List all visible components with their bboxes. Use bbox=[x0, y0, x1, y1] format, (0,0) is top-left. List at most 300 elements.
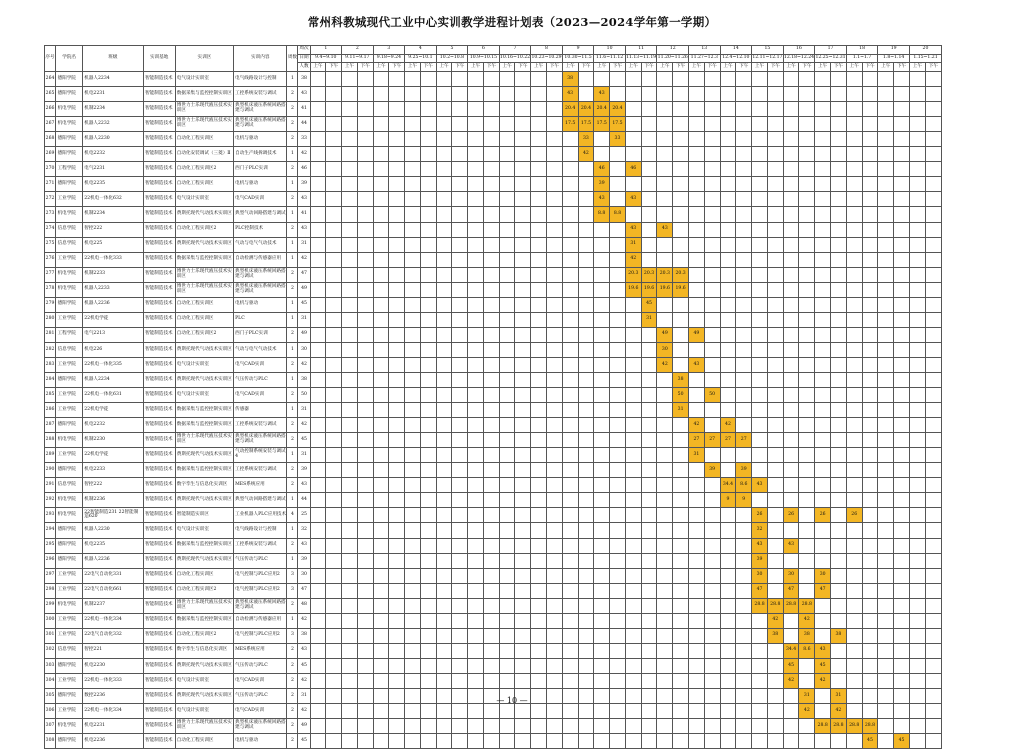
empty-slot-cell bbox=[831, 658, 847, 673]
empty-slot-cell bbox=[610, 282, 626, 297]
empty-slot-cell bbox=[846, 598, 862, 613]
empty-slot-cell bbox=[389, 267, 405, 282]
empty-slot-cell bbox=[783, 177, 799, 192]
row-content: 典型机床液压系统回路搭建与调试 bbox=[234, 117, 287, 132]
empty-slot-cell bbox=[499, 177, 515, 192]
empty-slot-cell bbox=[689, 613, 705, 628]
empty-slot-cell bbox=[736, 237, 752, 252]
empty-slot-cell bbox=[594, 237, 610, 252]
row-college: 工业学院 bbox=[56, 192, 83, 207]
week-date-range: 10.16~10.22 bbox=[499, 54, 531, 63]
row-index: 267 bbox=[45, 117, 56, 132]
empty-slot-cell bbox=[862, 388, 878, 403]
empty-slot-cell bbox=[720, 388, 736, 403]
row-class: 机电2230 bbox=[83, 658, 143, 673]
empty-slot-cell bbox=[531, 373, 547, 388]
empty-slot-cell bbox=[610, 312, 626, 327]
empty-slot-cell bbox=[515, 734, 531, 749]
scheduled-session-cell: 20.3 bbox=[673, 267, 689, 282]
empty-slot-cell bbox=[515, 493, 531, 508]
empty-slot-cell bbox=[610, 448, 626, 463]
empty-slot-cell bbox=[783, 613, 799, 628]
empty-slot-cell bbox=[894, 478, 910, 493]
empty-slot-cell bbox=[452, 734, 468, 749]
empty-slot-cell bbox=[831, 613, 847, 628]
empty-slot-cell bbox=[625, 297, 641, 312]
empty-slot-cell bbox=[499, 72, 515, 87]
empty-slot-cell bbox=[373, 282, 389, 297]
row-base: 智能制造技术 bbox=[143, 734, 175, 749]
empty-slot-cell bbox=[909, 327, 925, 342]
empty-slot-cell bbox=[357, 342, 373, 357]
empty-slot-cell bbox=[531, 132, 547, 147]
empty-slot-cell bbox=[468, 478, 484, 493]
empty-slot-cell bbox=[515, 117, 531, 132]
empty-slot-cell bbox=[420, 418, 436, 433]
empty-slot-cell bbox=[925, 643, 941, 658]
empty-slot-cell bbox=[531, 312, 547, 327]
empty-slot-cell bbox=[436, 463, 452, 478]
empty-slot-cell bbox=[578, 448, 594, 463]
scheduled-session-cell: 47 bbox=[752, 583, 768, 598]
empty-slot-cell bbox=[831, 162, 847, 177]
empty-slot-cell bbox=[799, 192, 815, 207]
empty-slot-cell bbox=[767, 478, 783, 493]
row-base: 智能制造技术 bbox=[143, 117, 175, 132]
empty-slot-cell bbox=[783, 418, 799, 433]
empty-slot-cell bbox=[531, 192, 547, 207]
empty-slot-cell bbox=[720, 598, 736, 613]
empty-slot-cell bbox=[641, 117, 657, 132]
empty-slot-cell bbox=[815, 192, 831, 207]
empty-slot-cell bbox=[846, 267, 862, 282]
empty-slot-cell bbox=[831, 643, 847, 658]
header-base: 实训基地 bbox=[143, 46, 175, 72]
row-base: 智能制造技术 bbox=[143, 673, 175, 688]
empty-slot-cell bbox=[515, 312, 531, 327]
empty-slot-cell bbox=[815, 523, 831, 538]
empty-slot-cell bbox=[815, 704, 831, 719]
empty-slot-cell bbox=[547, 252, 563, 267]
empty-slot-cell bbox=[342, 102, 358, 117]
empty-slot-cell bbox=[704, 72, 720, 87]
empty-slot-cell bbox=[815, 433, 831, 448]
empty-slot-cell bbox=[342, 297, 358, 312]
header-pm: 下午 bbox=[610, 63, 626, 72]
table-row bbox=[45, 538, 942, 553]
empty-slot-cell bbox=[515, 643, 531, 658]
empty-slot-cell bbox=[673, 658, 689, 673]
empty-slot-cell bbox=[436, 192, 452, 207]
empty-slot-cell bbox=[531, 734, 547, 749]
scheduled-session-cell: 28.8 bbox=[767, 598, 783, 613]
empty-slot-cell bbox=[673, 448, 689, 463]
row-index: 265 bbox=[45, 87, 56, 102]
empty-slot-cell bbox=[483, 297, 499, 312]
empty-slot-cell bbox=[310, 508, 326, 523]
empty-slot-cell bbox=[673, 734, 689, 749]
empty-slot-cell bbox=[499, 538, 515, 553]
empty-slot-cell bbox=[831, 267, 847, 282]
empty-slot-cell bbox=[752, 719, 768, 734]
week-date-range: 11.13~11.19 bbox=[625, 54, 657, 63]
empty-slot-cell bbox=[578, 312, 594, 327]
empty-slot-cell bbox=[578, 403, 594, 418]
empty-slot-cell bbox=[452, 448, 468, 463]
empty-slot-cell bbox=[531, 613, 547, 628]
empty-slot-cell bbox=[909, 192, 925, 207]
empty-slot-cell bbox=[704, 613, 720, 628]
empty-slot-cell bbox=[846, 357, 862, 372]
empty-slot-cell bbox=[405, 147, 421, 162]
row-content: 电气控制与PLC应用2 bbox=[234, 628, 287, 643]
empty-slot-cell bbox=[625, 568, 641, 583]
empty-slot-cell bbox=[499, 222, 515, 237]
row-base: 智能制造技术 bbox=[143, 658, 175, 673]
row-weeks: 1 bbox=[287, 403, 298, 418]
empty-slot-cell bbox=[783, 448, 799, 463]
empty-slot-cell bbox=[752, 312, 768, 327]
scheduled-session-cell: 43 bbox=[594, 192, 610, 207]
empty-slot-cell bbox=[799, 297, 815, 312]
empty-slot-cell bbox=[310, 222, 326, 237]
empty-slot-cell bbox=[846, 523, 862, 538]
header-am: 上午 bbox=[625, 63, 641, 72]
empty-slot-cell bbox=[310, 613, 326, 628]
empty-slot-cell bbox=[342, 734, 358, 749]
empty-slot-cell bbox=[499, 583, 515, 598]
empty-slot-cell bbox=[736, 132, 752, 147]
empty-slot-cell bbox=[499, 192, 515, 207]
header-am: 上午 bbox=[689, 63, 705, 72]
empty-slot-cell bbox=[310, 553, 326, 568]
empty-slot-cell bbox=[720, 297, 736, 312]
row-area: 费斯托现代气动技术实训区 bbox=[175, 373, 233, 388]
empty-slot-cell bbox=[531, 282, 547, 297]
empty-slot-cell bbox=[846, 177, 862, 192]
empty-slot-cell bbox=[468, 643, 484, 658]
empty-slot-cell bbox=[862, 508, 878, 523]
empty-slot-cell bbox=[862, 478, 878, 493]
row-area: 费斯托现代气动技术实训区 bbox=[175, 553, 233, 568]
empty-slot-cell bbox=[499, 282, 515, 297]
empty-slot-cell bbox=[468, 192, 484, 207]
empty-slot-cell bbox=[594, 147, 610, 162]
empty-slot-cell bbox=[562, 192, 578, 207]
empty-slot-cell bbox=[578, 192, 594, 207]
empty-slot-cell bbox=[689, 87, 705, 102]
empty-slot-cell bbox=[405, 448, 421, 463]
week-date-range: 11.6~11.12 bbox=[594, 54, 626, 63]
empty-slot-cell bbox=[610, 237, 626, 252]
empty-slot-cell bbox=[547, 312, 563, 327]
header-row-weeks bbox=[45, 46, 942, 55]
empty-slot-cell bbox=[831, 342, 847, 357]
scheduled-session-cell: 32 bbox=[752, 523, 768, 538]
empty-slot-cell bbox=[499, 403, 515, 418]
row-weeks: 2 bbox=[287, 598, 298, 613]
empty-slot-cell bbox=[689, 568, 705, 583]
empty-slot-cell bbox=[894, 463, 910, 478]
empty-slot-cell bbox=[531, 207, 547, 222]
row-index: 285 bbox=[45, 388, 56, 403]
empty-slot-cell bbox=[909, 102, 925, 117]
empty-slot-cell bbox=[373, 357, 389, 372]
header-pm: 下午 bbox=[925, 63, 941, 72]
row-college: 工业学院 bbox=[56, 312, 83, 327]
row-class: 电气2231 bbox=[83, 162, 143, 177]
empty-slot-cell bbox=[862, 177, 878, 192]
empty-slot-cell bbox=[436, 117, 452, 132]
empty-slot-cell bbox=[326, 87, 342, 102]
row-college: 德阳学院 bbox=[56, 658, 83, 673]
empty-slot-cell bbox=[594, 357, 610, 372]
empty-slot-cell bbox=[689, 177, 705, 192]
row-content: 气压传动与PLC bbox=[234, 553, 287, 568]
row-weeks: 3 bbox=[287, 583, 298, 598]
scheduled-session-cell: 38 bbox=[799, 628, 815, 643]
empty-slot-cell bbox=[610, 177, 626, 192]
empty-slot-cell bbox=[452, 373, 468, 388]
empty-slot-cell bbox=[673, 553, 689, 568]
row-content: 西门子PLC实训 bbox=[234, 327, 287, 342]
week-date-range: 12.18~12.24 bbox=[783, 54, 815, 63]
empty-slot-cell bbox=[452, 312, 468, 327]
empty-slot-cell bbox=[878, 583, 894, 598]
row-index: 277 bbox=[45, 267, 56, 282]
empty-slot-cell bbox=[673, 72, 689, 87]
empty-slot-cell bbox=[641, 568, 657, 583]
empty-slot-cell bbox=[846, 237, 862, 252]
empty-slot-cell bbox=[862, 87, 878, 102]
empty-slot-cell bbox=[405, 117, 421, 132]
empty-slot-cell bbox=[547, 342, 563, 357]
row-weeks: 3 bbox=[287, 628, 298, 643]
empty-slot-cell bbox=[373, 478, 389, 493]
empty-slot-cell bbox=[925, 267, 941, 282]
header-pm: 下午 bbox=[357, 63, 373, 72]
empty-slot-cell bbox=[767, 342, 783, 357]
row-class: 22机电学徒 bbox=[83, 448, 143, 463]
page-title: 常州科教城现代工业中心实训教学进程计划表（2023—2024学年第一学期） bbox=[307, 15, 717, 29]
empty-slot-cell bbox=[420, 553, 436, 568]
empty-slot-cell bbox=[547, 734, 563, 749]
row-area: 自动化工程实训区 bbox=[175, 132, 233, 147]
empty-slot-cell bbox=[862, 598, 878, 613]
header-date-label: 日期 bbox=[298, 54, 310, 63]
empty-slot-cell bbox=[878, 538, 894, 553]
empty-slot-cell bbox=[909, 463, 925, 478]
empty-slot-cell bbox=[373, 403, 389, 418]
empty-slot-cell bbox=[405, 553, 421, 568]
empty-slot-cell bbox=[342, 553, 358, 568]
empty-slot-cell bbox=[499, 252, 515, 267]
empty-slot-cell bbox=[405, 493, 421, 508]
empty-slot-cell bbox=[562, 734, 578, 749]
empty-slot-cell bbox=[752, 403, 768, 418]
empty-slot-cell bbox=[767, 583, 783, 598]
empty-slot-cell bbox=[468, 102, 484, 117]
empty-slot-cell bbox=[783, 102, 799, 117]
empty-slot-cell bbox=[452, 357, 468, 372]
empty-slot-cell bbox=[452, 673, 468, 688]
empty-slot-cell bbox=[452, 628, 468, 643]
row-people: 41 bbox=[298, 102, 310, 117]
row-weeks: 1 bbox=[287, 448, 298, 463]
empty-slot-cell bbox=[420, 403, 436, 418]
empty-slot-cell bbox=[499, 658, 515, 673]
empty-slot-cell bbox=[436, 493, 452, 508]
row-base: 智能制造技术 bbox=[143, 598, 175, 613]
empty-slot-cell bbox=[689, 508, 705, 523]
scheduled-session-cell: 17.5 bbox=[578, 117, 594, 132]
empty-slot-cell bbox=[547, 132, 563, 147]
empty-slot-cell bbox=[878, 192, 894, 207]
scheduled-session-cell: 38 bbox=[831, 628, 847, 643]
empty-slot-cell bbox=[815, 147, 831, 162]
empty-slot-cell bbox=[436, 478, 452, 493]
empty-slot-cell bbox=[594, 282, 610, 297]
empty-slot-cell bbox=[925, 132, 941, 147]
empty-slot-cell bbox=[704, 493, 720, 508]
empty-slot-cell bbox=[815, 87, 831, 102]
row-people: 38 bbox=[298, 628, 310, 643]
empty-slot-cell bbox=[625, 734, 641, 749]
empty-slot-cell bbox=[673, 222, 689, 237]
header-college: 学院名 bbox=[56, 46, 83, 72]
empty-slot-cell bbox=[452, 102, 468, 117]
empty-slot-cell bbox=[831, 388, 847, 403]
empty-slot-cell bbox=[531, 252, 547, 267]
empty-slot-cell bbox=[531, 568, 547, 583]
empty-slot-cell bbox=[736, 568, 752, 583]
row-base: 智能制造技术 bbox=[143, 237, 175, 252]
table-row bbox=[45, 252, 942, 267]
week-number: 3 bbox=[373, 46, 405, 55]
row-content: 典型机床液压系统回路搭建与调试 bbox=[234, 433, 287, 448]
empty-slot-cell bbox=[310, 673, 326, 688]
empty-slot-cell bbox=[815, 448, 831, 463]
scheduled-session-cell: 30 bbox=[783, 568, 799, 583]
empty-slot-cell bbox=[547, 297, 563, 312]
empty-slot-cell bbox=[389, 403, 405, 418]
empty-slot-cell bbox=[689, 267, 705, 282]
empty-slot-cell bbox=[878, 342, 894, 357]
scheduled-session-cell: 33 bbox=[610, 132, 626, 147]
empty-slot-cell bbox=[625, 388, 641, 403]
empty-slot-cell bbox=[704, 673, 720, 688]
empty-slot-cell bbox=[878, 598, 894, 613]
empty-slot-cell bbox=[767, 267, 783, 282]
scheduled-session-cell: 20.4 bbox=[578, 102, 594, 117]
row-college: 德阳学院 bbox=[56, 463, 83, 478]
empty-slot-cell bbox=[657, 433, 673, 448]
empty-slot-cell bbox=[499, 704, 515, 719]
header-am: 上午 bbox=[720, 63, 736, 72]
empty-slot-cell bbox=[831, 523, 847, 538]
empty-slot-cell bbox=[515, 673, 531, 688]
empty-slot-cell bbox=[562, 297, 578, 312]
scheduled-session-cell: 26 bbox=[752, 508, 768, 523]
empty-slot-cell bbox=[657, 237, 673, 252]
row-college: 信息学院 bbox=[56, 237, 83, 252]
scheduled-session-cell: 8.8 bbox=[594, 207, 610, 222]
empty-slot-cell bbox=[657, 252, 673, 267]
empty-slot-cell bbox=[452, 237, 468, 252]
empty-slot-cell bbox=[783, 463, 799, 478]
empty-slot-cell bbox=[326, 673, 342, 688]
empty-slot-cell bbox=[720, 538, 736, 553]
empty-slot-cell bbox=[547, 719, 563, 734]
empty-slot-cell bbox=[925, 719, 941, 734]
empty-slot-cell bbox=[862, 583, 878, 598]
empty-slot-cell bbox=[468, 598, 484, 613]
empty-slot-cell bbox=[752, 252, 768, 267]
empty-slot-cell bbox=[436, 448, 452, 463]
empty-slot-cell bbox=[389, 252, 405, 267]
row-index: 278 bbox=[45, 282, 56, 297]
empty-slot-cell bbox=[468, 267, 484, 282]
empty-slot-cell bbox=[720, 553, 736, 568]
empty-slot-cell bbox=[594, 267, 610, 282]
empty-slot-cell bbox=[720, 237, 736, 252]
empty-slot-cell bbox=[594, 493, 610, 508]
empty-slot-cell bbox=[752, 704, 768, 719]
empty-slot-cell bbox=[342, 147, 358, 162]
row-area: 自动化工程实训区2 bbox=[175, 162, 233, 177]
empty-slot-cell bbox=[720, 342, 736, 357]
header-pm: 下午 bbox=[420, 63, 436, 72]
scheduled-session-cell: 45 bbox=[641, 297, 657, 312]
row-area: 博世力士乐现代液压技术实训区 bbox=[175, 433, 233, 448]
table-row bbox=[45, 734, 942, 749]
empty-slot-cell bbox=[405, 523, 421, 538]
empty-slot-cell bbox=[405, 538, 421, 553]
row-people: 49 bbox=[298, 719, 310, 734]
empty-slot-cell bbox=[515, 72, 531, 87]
empty-slot-cell bbox=[846, 72, 862, 87]
empty-slot-cell bbox=[894, 147, 910, 162]
empty-slot-cell bbox=[846, 583, 862, 598]
empty-slot-cell bbox=[783, 252, 799, 267]
empty-slot-cell bbox=[862, 192, 878, 207]
row-class: 数控2236 bbox=[83, 688, 143, 703]
header-people-label: 人数 bbox=[298, 63, 310, 72]
row-people: 45 bbox=[298, 297, 310, 312]
empty-slot-cell bbox=[499, 613, 515, 628]
empty-slot-cell bbox=[468, 207, 484, 222]
empty-slot-cell bbox=[925, 282, 941, 297]
row-index: 272 bbox=[45, 192, 56, 207]
empty-slot-cell bbox=[736, 673, 752, 688]
week-date-range: 12.25~12.31 bbox=[815, 54, 847, 63]
row-base: 智能制造技术 bbox=[143, 628, 175, 643]
empty-slot-cell bbox=[326, 643, 342, 658]
empty-slot-cell bbox=[405, 222, 421, 237]
empty-slot-cell bbox=[483, 72, 499, 87]
empty-slot-cell bbox=[673, 312, 689, 327]
empty-slot-cell bbox=[610, 388, 626, 403]
empty-slot-cell bbox=[389, 523, 405, 538]
empty-slot-cell bbox=[531, 237, 547, 252]
empty-slot-cell bbox=[767, 162, 783, 177]
empty-slot-cell bbox=[389, 132, 405, 147]
empty-slot-cell bbox=[515, 162, 531, 177]
empty-slot-cell bbox=[483, 478, 499, 493]
scheduled-session-cell: 46 bbox=[625, 162, 641, 177]
empty-slot-cell bbox=[862, 327, 878, 342]
empty-slot-cell bbox=[894, 162, 910, 177]
